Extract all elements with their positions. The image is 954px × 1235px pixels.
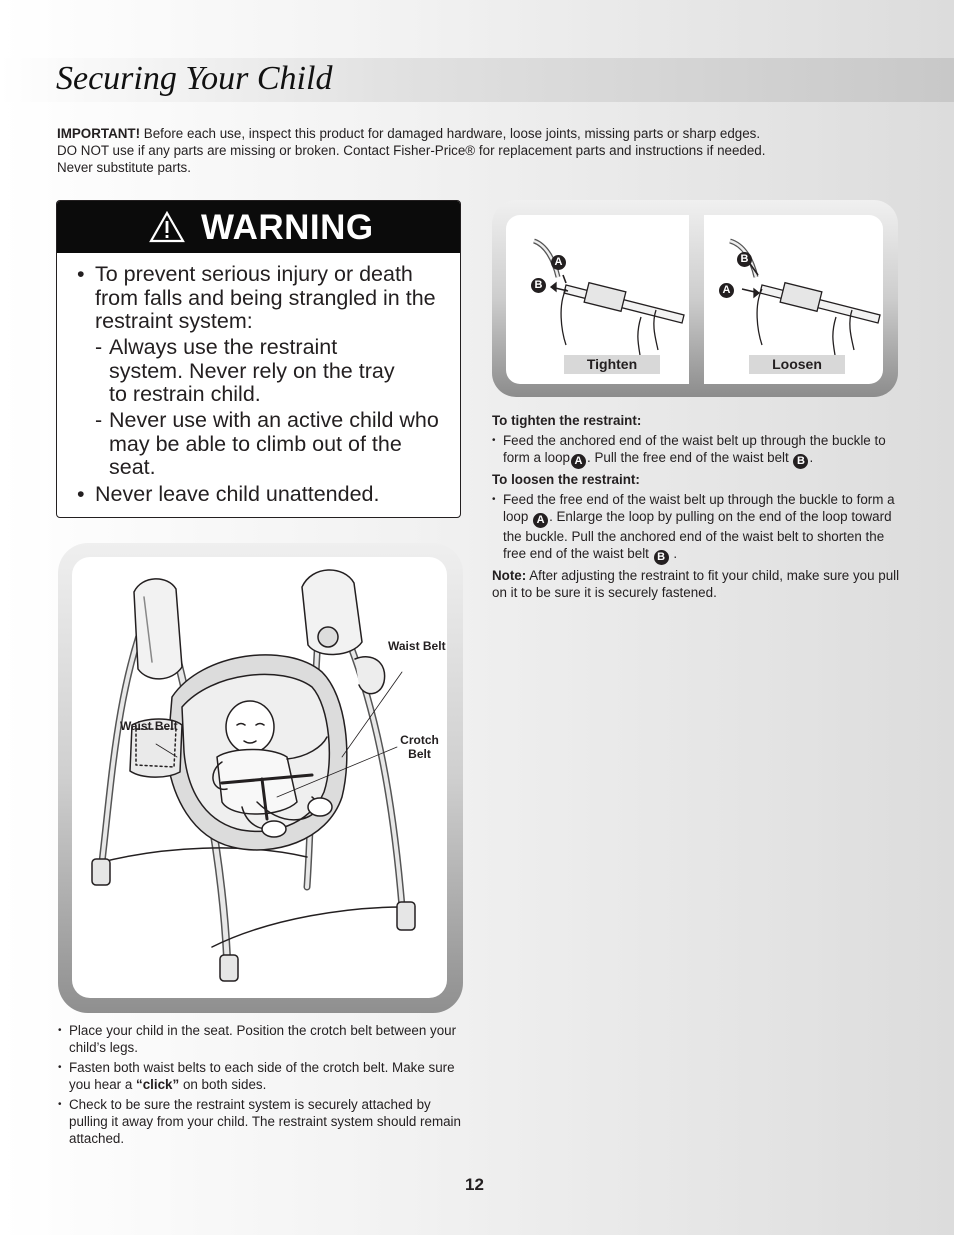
seating-steps — [58, 1022, 468, 1150]
callout-waist-belt-right: Waist Belt — [388, 639, 446, 653]
important-notice — [57, 125, 847, 176]
marker-a-inline: A — [571, 454, 586, 469]
marker-b-inline-2: B — [654, 550, 669, 565]
warning-triangle-icon — [149, 211, 185, 243]
warning-bullet-2: Never leave child unattended. — [95, 482, 380, 506]
loosen-caption: Loosen — [749, 355, 845, 374]
tighten-heading: To tighten the restraint: — [492, 413, 642, 428]
loosen-figure — [704, 215, 883, 384]
important-line-3: Never substitute parts. — [57, 160, 191, 175]
step-1: • Place your child in the seat. Position the crotch belt between your child’s legs. — [58, 1022, 468, 1056]
marker-a-loosen: A — [719, 283, 734, 298]
restraint-figures-panel — [492, 200, 898, 397]
tighten-figure — [506, 215, 689, 384]
step-2: • Fasten both waist belts to each side of the crotch belt. Make sure you hear a “click” on both sides. — [58, 1059, 468, 1093]
note-text: After adjusting the restraint to fit your child, make sure you pull on it to be sure it is securely fastened. — [492, 568, 900, 600]
click-emphasis: “click” — [136, 1077, 180, 1092]
warning-sub-1: Always use the restraint system. Never rely on the tray to restrain child. — [109, 335, 395, 406]
warning-header — [57, 201, 460, 253]
callout-crotch-belt: Crotch Belt — [400, 733, 439, 761]
page-number: 12 — [465, 1175, 484, 1194]
tighten-step: • Feed the anchored end of the waist belt up through the buckle to form a loop A . Pull the free end of the waist belt B . — [492, 432, 902, 469]
marker-b-inline: B — [793, 454, 808, 469]
tighten-caption: Tighten — [564, 355, 660, 374]
step-3: • Check to be sure the restraint system is securely attached by pulling it away from your child. The restraint system should remain attached. — [58, 1096, 468, 1147]
swing-drawing — [72, 557, 447, 998]
swing-illustration-panel — [58, 543, 463, 1013]
marker-a-inline-2: A — [533, 513, 548, 528]
important-label: IMPORTANT! — [57, 126, 141, 141]
page-title: Securing Your Child — [56, 60, 333, 97]
marker-b-loosen: B — [737, 252, 752, 267]
note — [492, 567, 902, 601]
marker-a-tighten: A — [551, 255, 566, 270]
important-line-1: Before each use, inspect this product for damaged hardware, loose joints, missing parts or sharp edges. — [143, 126, 761, 141]
warning-bullet-1: To prevent serious injury or death from falls and being strangled in the restraint system: — [95, 262, 436, 333]
note-label: Note: — [492, 568, 527, 583]
warning-heading: WARNING — [201, 208, 374, 247]
swing-illustration — [72, 557, 447, 998]
restraint-instructions — [492, 412, 902, 601]
loosen-heading: To loosen the restraint: — [492, 472, 640, 487]
loosen-step: • Feed the free end of the waist belt up through the buckle to form a loop A . Enlarge the loop by pulling on the end of the loop toward the buckle. Pull the anchored end of the waist belt to shorten the free end of the waist belt B . — [492, 491, 902, 565]
callout-waist-belt-left: Waist Belt — [120, 719, 178, 733]
important-line-2: DO NOT use if any parts are missing or broken. Contact Fisher-Price® for replacement parts and instructions if needed. — [57, 143, 766, 158]
warning-sub-2: Never use with an active child who may be able to climb out of the seat. — [109, 408, 439, 479]
marker-b-tighten: B — [531, 278, 546, 293]
warning-box: WARNING • To prevent serious injury or death from falls and being strangled in the restraint system: - Always use the restraint system. Never rely on the tray to restrain child. - Never use with an active child who may be able to climb out of the seat. • Never leave child unattended. — [56, 200, 461, 518]
